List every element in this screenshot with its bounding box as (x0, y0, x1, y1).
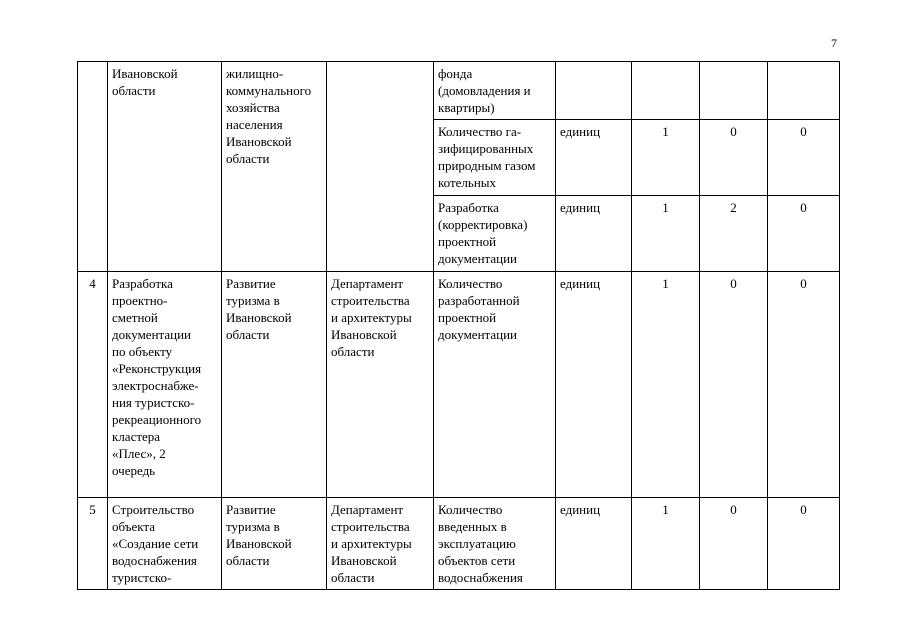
program-cell: Развитие туризма в Ивановской области (222, 498, 327, 590)
responsible-cell: Департамент строительства и архитектуры Ивановской области (327, 272, 434, 498)
indicator-cell: Количество введенных в эксплуатацию объектов сети водоснабжения (434, 498, 556, 590)
table-row (78, 498, 840, 590)
indicator-cell: Количество разработанной проектной документации (434, 272, 556, 498)
value-cell: 2 (700, 196, 768, 272)
value-cell: 0 (700, 120, 768, 196)
unit-cell: единиц (556, 120, 632, 196)
indicator-cell: фонда (домовладения и квартиры) (434, 62, 556, 120)
object-cell: Ивановской области (108, 62, 222, 272)
value-cell: 1 (632, 498, 700, 590)
unit-cell: единиц (556, 196, 632, 272)
unit-cell: единиц (556, 498, 632, 590)
row-number-cell: 5 (78, 498, 108, 590)
object-cell: Разработка проектно- сметной документации по объекту «Реконструкция электроснабже- ния туристско- рекреационного кластера «Плес», 2 очередь (108, 272, 222, 498)
program-table (77, 61, 840, 590)
row-number-cell (78, 62, 108, 272)
value-cell: 1 (632, 120, 700, 196)
value-cell: 0 (768, 498, 840, 590)
value-cell: 0 (768, 120, 840, 196)
table-row (78, 62, 840, 120)
indicator-cell: Разработка (корректировка) проектной документации (434, 196, 556, 272)
unit-cell (556, 62, 632, 120)
value-cell (768, 62, 840, 120)
responsible-cell (327, 62, 434, 272)
indicator-cell: Количество га- зифицированных природным газом котельных (434, 120, 556, 196)
object-cell: Строительство объекта «Создание сети водоснабжения туристско- (108, 498, 222, 590)
value-cell: 0 (700, 498, 768, 590)
responsible-cell: Департамент строительства и архитектуры Ивановской области (327, 498, 434, 590)
program-cell: Развитие туризма в Ивановской области (222, 272, 327, 498)
program-cell: жилищно- коммунального хозяйства населения Ивановской области (222, 62, 327, 272)
page-number: 7 (831, 36, 837, 50)
row-number-cell: 4 (78, 272, 108, 498)
value-cell (632, 62, 700, 120)
value-cell: 1 (632, 196, 700, 272)
value-cell: 0 (768, 196, 840, 272)
value-cell: 0 (700, 272, 768, 498)
value-cell (700, 62, 768, 120)
table-row (78, 272, 840, 498)
unit-cell: единиц (556, 272, 632, 498)
value-cell: 1 (632, 272, 700, 498)
value-cell: 0 (768, 272, 840, 498)
